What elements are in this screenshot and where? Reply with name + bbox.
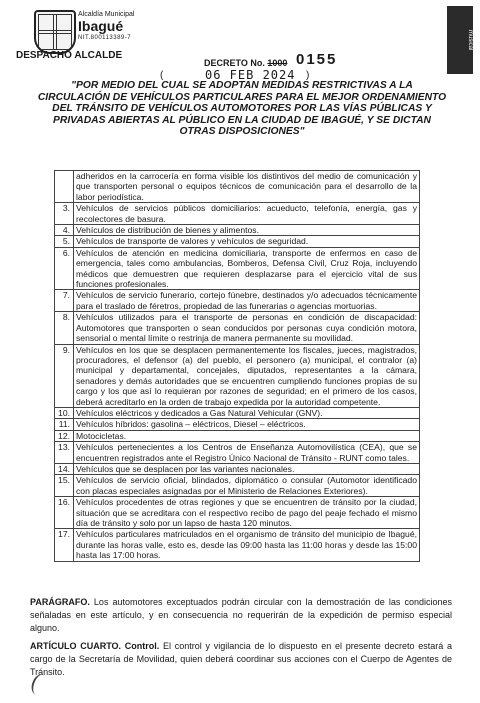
item-text: Vehículos de transporte de valores y vehículos de seguridad. (74, 236, 420, 247)
decreto-struck-number: 1000 (267, 58, 288, 68)
item-number: 14. (55, 463, 74, 474)
decreto-label (204, 58, 287, 68)
date-paren-open: ( (160, 70, 164, 81)
org-subtitle: Alcaldía Municipal (78, 11, 135, 18)
item-text: Vehículos particulares matriculados en el organismo de tránsito del municipio de Ibagué, durante las horas valle, esto es, desde las 09:00 hasta las 11:00 horas y desde las 15:00 hasta las 17:00 horas. (74, 529, 420, 561)
item-number: 8. (55, 312, 74, 344)
table-row (55, 247, 420, 290)
coat-of-arms-icon (34, 10, 76, 54)
item-number (55, 171, 74, 203)
table-row (55, 463, 420, 474)
articulo-cuarto-label: ARTÍCULO CUARTO. Control. (30, 641, 160, 651)
table-row (55, 344, 420, 407)
table-row (55, 225, 420, 236)
item-number: 16. (55, 497, 74, 529)
organization-block (78, 10, 134, 42)
item-text: Vehículos que se desplacen por las variantes nacionales. (74, 463, 420, 474)
decree-heading: "POR MEDIO DEL CUAL SE ADOPTAN MEDIDAS RESTRICTIVAS A LA CIRCULACIÓN DE VEHÍCULOS PARTICULARES PARA EL MEJOR ORDENAMIENTO DEL TRÁNSITO DE VEHÍCULOS AUTOMOTORES POR LAS VÍAS PÚBLICAS Y PRIVADAS ABIERTAS AL PÚBLICO EN LA CIUDAD DE IBAGUÉ, Y SE DICTAN OTRAS DISPOSICIONES" (37, 80, 447, 138)
org-nit: NIT.800113389-7 (78, 35, 132, 41)
item-number: 15. (55, 475, 74, 497)
table-row (55, 430, 420, 441)
despacho-title: DESPACHO ALCALDE (16, 50, 123, 61)
item-text: Vehículos de distribución de bienes y alimentos. (74, 225, 420, 236)
table-row (55, 203, 420, 225)
item-number: 6. (55, 247, 74, 290)
item-text: Vehículos de atención en medicina domiciliaria, transporte de enfermos en caso de emergencia, tales como ambulancias, Bomberos, Defensa Civil, Cruz Roja, incluyendo médicos que demuestren que requieren desplazarse para el ejercicio vital de sus funciones profesionales. (74, 247, 420, 290)
stamp-label: musical (447, 6, 473, 74)
paragrafo-text: Los automotores exceptuados podrán circular con la demostración de las condiciones señaladas en este artículo, y en consecuencia no requerirán de la expedición de permiso especial alguno. (30, 597, 452, 633)
item-text: Vehículos híbridos: gasolina – eléctricos, Diesel – eléctricos. (74, 419, 420, 430)
articulo-cuarto-text: El control y vigilancia de lo dispuesto en el presente decreto estará a cargo de la Secretaría de Movilidad, quien deberá coordinar sus acciones con el Cuerpo de Agentes de Tránsito. (30, 641, 452, 677)
item-number: 10. (55, 407, 74, 418)
item-text: adheridos en la carrocería en forma visible los distintivos del medio de comunicación y que transporten personal o equipos técnicos de comunicación para el desarrollo de la labor periodística. (74, 171, 420, 203)
table-row (55, 312, 420, 344)
decreto-date: 06 FEB 2024 (205, 68, 296, 82)
item-text: Vehículos de servicio oficial, blindados, diplomático o consular (Automotor identificado con placas especiales asignadas por el Ministerio de Relaciones Exteriores). (74, 475, 420, 497)
item-text: Vehículos eléctricos y dedicados a Gas Natural Vehicular (GNV). (74, 407, 420, 418)
item-number: 12. (55, 430, 74, 441)
decreto-number: 0155 (296, 51, 338, 68)
decreto-text: DECRETO No. (204, 58, 265, 68)
item-number: 9. (55, 344, 74, 407)
item-text: Vehículos pertenecientes a los Centros de Enseñanza Automovilística (CEA), que se encuentren registrados ante el Registro Único Nacional de Tránsito - RUNT como tales. (74, 442, 420, 464)
item-number: 17. (55, 529, 74, 561)
item-text: Vehículos en los que se desplacen permanentemente los fiscales, jueces, magistrados, procuradores, el defensor (a) del pueblo, el personero (a) municipal, el contralor (a) municipal y departamental, concejales, diputados, representantes a la cámara, senadores y demás autoridades que se encuentren cumpliendo funciones propias de su cargo y los que así lo requieran por razones de seguridad; en el primero de los casos, deberá acreditarlo en la orden de trabajo expedida por la autoridad competente. (74, 344, 420, 407)
item-text: Vehículos de servicio funerario, cortejo fúnebre, destinados y/o adecuados técnicamente para el traslado de féretros, propiedad de las funerarias o agencias mortuorias. (74, 290, 420, 312)
item-text: Vehículos utilizados para el transporte de personas en condición de discapacidad: Automotores que transporten o sean conducidos por personas cuya condición motora, sensorial o mental límite o restrinja de manera permanente su movilidad. (74, 312, 420, 344)
table-row (55, 171, 420, 203)
table-row (55, 290, 420, 312)
item-text: Motocicletas. (74, 430, 420, 441)
table-row (55, 497, 420, 529)
table-row (55, 236, 420, 247)
table-row (55, 529, 420, 561)
item-number: 5. (55, 236, 74, 247)
item-number: 7. (55, 290, 74, 312)
articulo-cuarto (30, 640, 452, 679)
item-number: 11. (55, 419, 74, 430)
exceptions-table (54, 170, 420, 562)
item-number: 3. (55, 203, 74, 225)
org-name: Ibagué (78, 18, 124, 34)
item-number: 13. (55, 442, 74, 464)
date-paren-close: ) (306, 70, 310, 81)
paragrafo-label: PARÁGRAFO. (30, 597, 90, 607)
paragrafo (30, 596, 452, 635)
table-row (55, 407, 420, 418)
item-text: Vehículos de servicios públicos domiciliarios: acueducto, telefonía, energía, gas y recolectores de basura. (74, 203, 420, 225)
table-row (55, 475, 420, 497)
table-row (55, 442, 420, 464)
item-number: 4. (55, 225, 74, 236)
item-text: Vehículos procedentes de otras regiones y que se encuentren de tránsito por la ciudad, situación que se acreditara con el respectivo recibo de pago del peaje fechado el mismo día de tránsito y solo por un lapso de hasta 120 minutos. (74, 497, 420, 529)
table-row (55, 419, 420, 430)
